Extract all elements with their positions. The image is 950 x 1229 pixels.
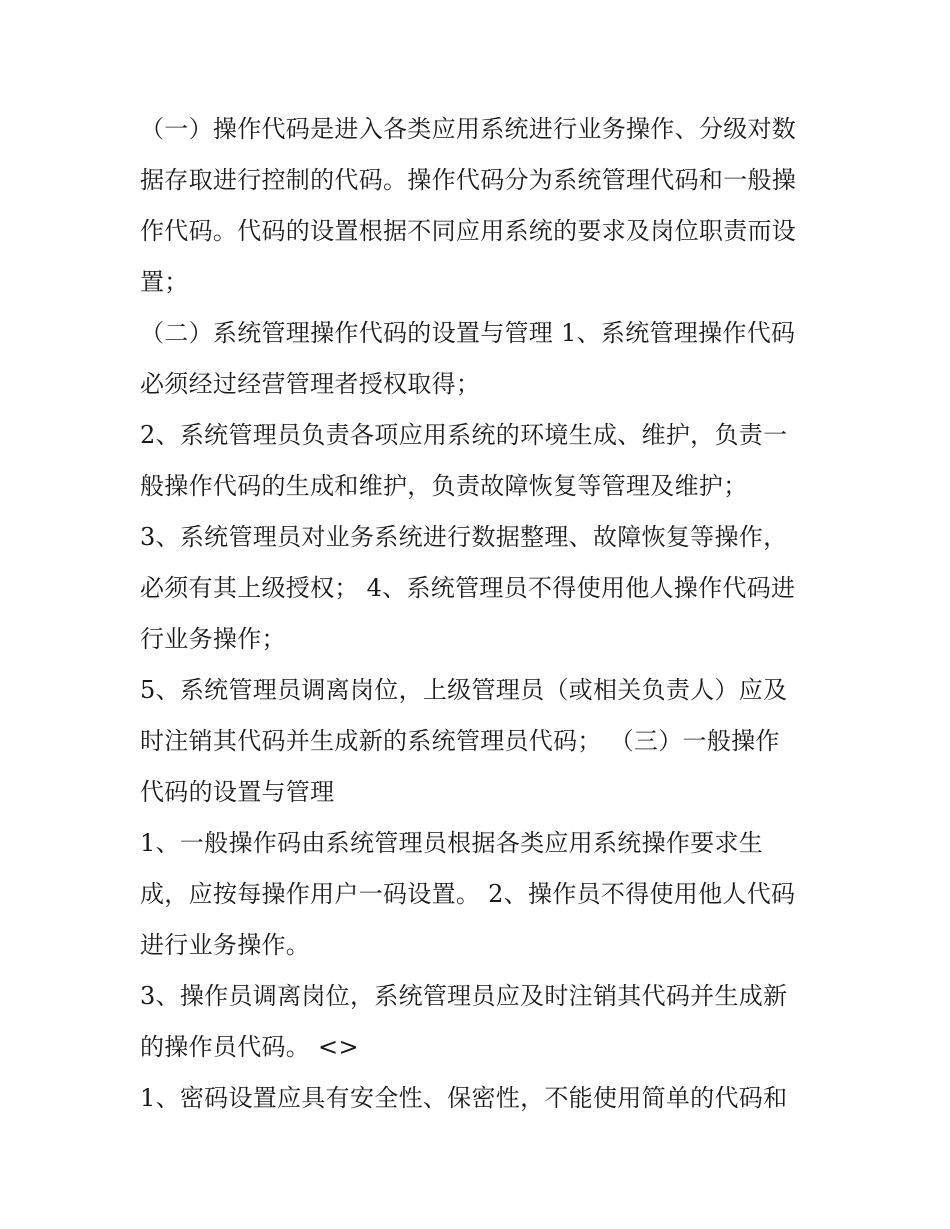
text-line: 5、系统管理员调离岗位，上级管理员（或相关负责人）应及 <box>140 676 788 704</box>
text-line: （二）系统管理操作代码的设置与管理 1、系统管理操作代码 <box>140 319 796 347</box>
text-line: 的操作员代码。 <> <box>140 1033 359 1061</box>
text-line: 必须有其上级授权； 4、系统管理员不得使用他人操作代码进 <box>140 574 796 602</box>
text-line: 1、密码设置应具有安全性、保密性，不能使用简单的代码和 <box>140 1084 788 1112</box>
text-line: （一）操作代码是进入各类应用系统进行业务操作、分级对数 <box>140 115 797 143</box>
text-line: 成，应按每操作用户一码设置。 2、操作员不得使用他人代码 <box>140 880 796 908</box>
text-line: 1、一般操作码由系统管理员根据各类应用系统操作要求生 <box>140 829 764 857</box>
text-line: 作代码。代码的设置根据不同应用系统的要求及岗位职责而设 <box>140 217 797 245</box>
text-line: 据存取进行控制的代码。操作代码分为系统管理代码和一般操 <box>140 166 797 194</box>
text-line: 时注销其代码并生成新的系统管理员代码； （三）一般操作 <box>140 727 780 755</box>
text-line: 进行业务操作。 <box>140 931 311 959</box>
text-line: 行业务操作； <box>140 625 286 653</box>
text-line: 3、操作员调离岗位，系统管理员应及时注销其代码并生成新 <box>140 982 788 1010</box>
text-line: 2、系统管理员负责各项应用系统的环境生成、维护，负责一 <box>140 421 788 449</box>
text-line: 必须经过经营管理者授权取得； <box>140 370 481 398</box>
text-line: 3、系统管理员对业务系统进行数据整理、故障恢复等操作， <box>140 523 788 551</box>
text-line: 置； <box>140 268 189 296</box>
text-line: 般操作代码的生成和维护，负责故障恢复等管理及维护； <box>140 472 748 500</box>
text-line: 代码的设置与管理 <box>140 778 335 806</box>
